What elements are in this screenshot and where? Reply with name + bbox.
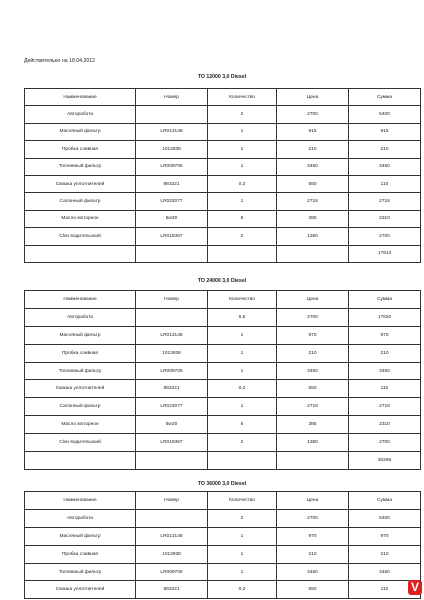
table-cell: 3450 xyxy=(349,563,421,581)
table-cell: Топливный фильтр xyxy=(25,158,136,175)
table-cell: 1013938 xyxy=(136,344,208,362)
column-header: Номер xyxy=(136,492,208,510)
table-cell: 5w30 xyxy=(136,416,208,434)
table-cell: 915 xyxy=(277,123,349,140)
table-row xyxy=(25,380,421,398)
table-cell: Авторабота xyxy=(25,106,136,123)
table-cell: 210 xyxy=(349,141,421,158)
table-cell: 1 xyxy=(208,141,277,158)
table-cell: 1 xyxy=(208,362,277,380)
total-row xyxy=(25,452,421,470)
table-cell: 210 xyxy=(349,344,421,362)
table-cell: LR013148 xyxy=(136,527,208,545)
table-cell: Пробка сливная xyxy=(25,545,136,563)
table-row xyxy=(25,434,421,452)
table-cell: 1 xyxy=(208,563,277,581)
table-cell: 2700 xyxy=(349,228,421,245)
table-cell xyxy=(136,509,208,527)
table-row xyxy=(25,362,421,380)
table-row xyxy=(25,416,421,434)
table-cell: Масляный фильтр xyxy=(25,326,136,344)
table-cell: 1 xyxy=(208,344,277,362)
column-header: Количество xyxy=(208,492,277,510)
table-row xyxy=(25,141,421,158)
table-row xyxy=(25,106,421,123)
table-cell: 1 xyxy=(208,193,277,210)
header-row xyxy=(25,291,421,309)
table-row xyxy=(25,193,421,210)
table-cell: 1013938 xyxy=(136,545,208,563)
table-cell: LR023077 xyxy=(136,398,208,416)
table-cell: LR018367 xyxy=(136,434,208,452)
table-row xyxy=(25,545,421,563)
table-cell: Масляный фильтр xyxy=(25,527,136,545)
table-row xyxy=(25,527,421,545)
table-cell: 0,2 xyxy=(208,581,277,599)
price-table xyxy=(24,88,421,263)
table-cell xyxy=(136,452,208,470)
table-cell: Масляный фильтр xyxy=(25,123,136,140)
table-cell: 110 xyxy=(349,581,421,599)
table-cell: Салонный фильтр xyxy=(25,193,136,210)
table-cell: Авторабота xyxy=(25,509,136,527)
section-title: ТО 24000 3,0 Diesel xyxy=(197,278,247,284)
table-row xyxy=(25,123,421,140)
table-cell: 1 xyxy=(208,326,277,344)
table-cell: 1 xyxy=(208,398,277,416)
table-cell: 970 xyxy=(349,527,421,545)
table-cell: 1 xyxy=(208,527,277,545)
table-cell: 5400 xyxy=(349,509,421,527)
table-cell: 6 xyxy=(208,416,277,434)
table-cell: LR018367 xyxy=(136,228,208,245)
table-cell: 550 xyxy=(277,380,349,398)
table-row xyxy=(25,228,421,245)
table-cell: 970 xyxy=(349,326,421,344)
table-cell: LR009705 xyxy=(136,362,208,380)
table-cell: Смазка уплотнителей xyxy=(25,175,136,192)
table-cell: 385 xyxy=(277,210,349,227)
table-cell xyxy=(136,308,208,326)
table-row xyxy=(25,398,421,416)
table-cell: 2 xyxy=(208,228,277,245)
table-row xyxy=(25,308,421,326)
table-cell xyxy=(277,245,349,262)
table-cell: 893221 xyxy=(136,175,208,192)
table-cell: LR009705 xyxy=(136,563,208,581)
table-cell: Топливный фильтр xyxy=(25,362,136,380)
column-header: Номер xyxy=(136,89,208,106)
table-row xyxy=(25,175,421,192)
column-header: Наименование xyxy=(25,492,136,510)
total-cell: 17813 xyxy=(349,245,421,262)
table-cell: 3450 xyxy=(277,563,349,581)
table-cell: LR009705 xyxy=(136,158,208,175)
column-header: Количество xyxy=(208,89,277,106)
table-cell: 5400 xyxy=(349,106,421,123)
table-cell: 385 xyxy=(277,416,349,434)
table-cell: Смазка уплотнителей xyxy=(25,581,136,599)
table-cell: 3450 xyxy=(349,158,421,175)
table-cell xyxy=(25,452,136,470)
table-cell: Пробка сливная xyxy=(25,344,136,362)
table-cell: 17820 xyxy=(349,308,421,326)
table-cell: 6,6 xyxy=(208,308,277,326)
table-cell xyxy=(136,245,208,262)
table-cell: Салонный фильтр xyxy=(25,398,136,416)
table-row xyxy=(25,563,421,581)
table-row xyxy=(25,509,421,527)
table-cell: LR023077 xyxy=(136,193,208,210)
table-cell: 550 xyxy=(277,175,349,192)
table-cell: 1013938 xyxy=(136,141,208,158)
table-cell: 1 xyxy=(208,123,277,140)
table-cell: Смазка уплотнителей xyxy=(25,380,136,398)
validity-date: Действительно на 18.04.2012 xyxy=(24,58,96,64)
table-cell: 210 xyxy=(277,545,349,563)
table-cell xyxy=(136,106,208,123)
table-cell: 2310 xyxy=(349,416,421,434)
table-cell: Масло моторное xyxy=(25,416,136,434)
table-cell: 2700 xyxy=(277,308,349,326)
table-cell: 2700 xyxy=(277,106,349,123)
table-cell: Топливный фильтр xyxy=(25,563,136,581)
table-cell: 2718 xyxy=(349,193,421,210)
table-cell: 1 xyxy=(208,545,277,563)
table-cell: 2700 xyxy=(349,434,421,452)
table-cell: 210 xyxy=(277,344,349,362)
table-cell: 3450 xyxy=(349,362,421,380)
table-cell: Clон водительский xyxy=(25,228,136,245)
table-cell xyxy=(208,452,277,470)
table-cell: 2 xyxy=(208,509,277,527)
table-cell xyxy=(208,245,277,262)
table-cell: 1 xyxy=(208,158,277,175)
table-cell: 2700 xyxy=(277,509,349,527)
table-cell: 893221 xyxy=(136,581,208,599)
column-header: Номер xyxy=(136,291,208,309)
table-cell: Пробка сливная xyxy=(25,141,136,158)
column-header: Сумма xyxy=(349,89,421,106)
table-cell: 970 xyxy=(277,326,349,344)
column-header: Цена xyxy=(277,492,349,510)
section-title: ТО 36000 3,0 Diesel xyxy=(197,481,247,487)
table-cell: 2 xyxy=(208,434,277,452)
column-header: Цена xyxy=(277,89,349,106)
table-cell: Авторабота xyxy=(25,308,136,326)
section-title: ТО 12000 3,0 Diesel xyxy=(197,74,247,80)
table-cell: LR013148 xyxy=(136,123,208,140)
table-cell: 893221 xyxy=(136,380,208,398)
header-row xyxy=(25,492,421,510)
table-cell xyxy=(277,452,349,470)
table-cell: Clон водительский xyxy=(25,434,136,452)
price-table xyxy=(24,290,421,470)
total-cell: 30288 xyxy=(349,452,421,470)
table-cell: 5w30 xyxy=(136,210,208,227)
table-cell: Масло моторное xyxy=(25,210,136,227)
column-header: Количество xyxy=(208,291,277,309)
table-cell: 3450 xyxy=(277,158,349,175)
table-row xyxy=(25,210,421,227)
table-cell: 6 xyxy=(208,210,277,227)
table-cell: 110 xyxy=(349,380,421,398)
table-cell: 210 xyxy=(277,141,349,158)
table-cell: 110 xyxy=(349,175,421,192)
table-row xyxy=(25,158,421,175)
table-row xyxy=(25,344,421,362)
table-cell: 550 xyxy=(277,581,349,599)
table-cell: 3450 xyxy=(277,362,349,380)
header-row xyxy=(25,89,421,106)
table-cell: 970 xyxy=(277,527,349,545)
table-cell: 1350 xyxy=(277,228,349,245)
table-cell: 2718 xyxy=(277,398,349,416)
column-header: Наименование xyxy=(25,291,136,309)
column-header: Цена xyxy=(277,291,349,309)
column-header: Наименование xyxy=(25,89,136,106)
table-cell: 2718 xyxy=(349,398,421,416)
table-cell: 0,2 xyxy=(208,175,277,192)
table-cell: 0,2 xyxy=(208,380,277,398)
table-row xyxy=(25,326,421,344)
table-cell xyxy=(25,245,136,262)
table-cell: 915 xyxy=(349,123,421,140)
column-header: Сумма xyxy=(349,291,421,309)
table-cell: 1350 xyxy=(277,434,349,452)
table-cell: LR013148 xyxy=(136,326,208,344)
price-table xyxy=(24,491,421,599)
table-cell: 2310 xyxy=(349,210,421,227)
site-logo-icon: V xyxy=(408,580,422,595)
total-row xyxy=(25,245,421,262)
table-cell: 2718 xyxy=(277,193,349,210)
column-header: Сумма xyxy=(349,492,421,510)
table-row xyxy=(25,581,421,599)
table-cell: 210 xyxy=(349,545,421,563)
table-cell: 2 xyxy=(208,106,277,123)
